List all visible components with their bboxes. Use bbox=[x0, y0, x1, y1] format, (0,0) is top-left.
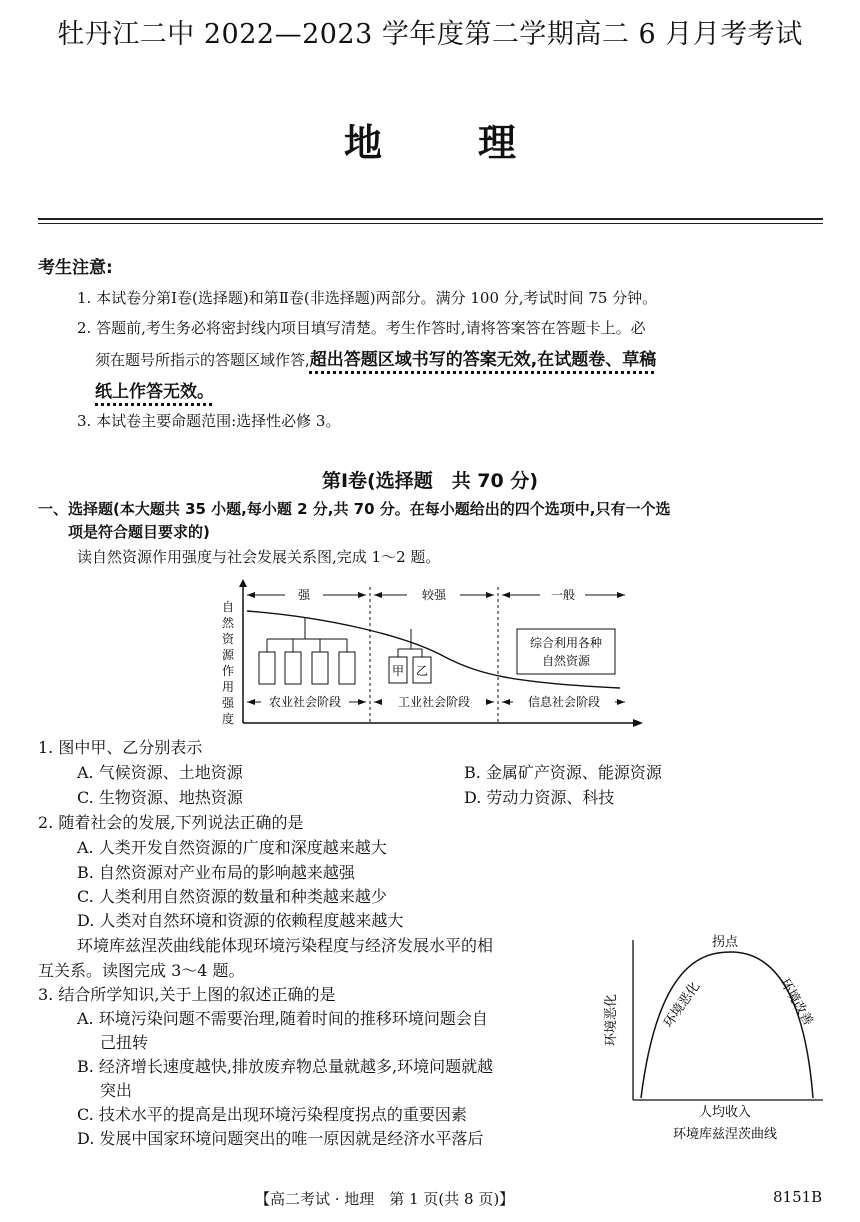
notice-item-1: 1. 本试卷分第Ⅰ卷(选择题)和第Ⅱ卷(非选择题)两部分。满分 100 分,考试时间 75 分钟。 bbox=[77, 289, 658, 307]
q3-intro-line2: 互关系。读图完成 3～4 题。 bbox=[38, 961, 245, 980]
ylabel-char: 强 bbox=[221, 696, 235, 710]
notice-item-3: 3. 本试卷主要命题范围:选择性必修 3。 bbox=[77, 412, 341, 430]
question-3-stem: 3. 结合所学知识,关于上图的叙述正确的是 bbox=[38, 985, 336, 1004]
q3-intro-line1: 环境库兹涅茨曲线能体现环境污染程度与经济发展水平的相 bbox=[77, 936, 494, 955]
stage-agriculture: 农业社会阶段 bbox=[268, 695, 342, 709]
kuznets-curve-figure bbox=[603, 932, 828, 1147]
figure-caption: 环境库兹涅茨曲线 bbox=[672, 1127, 778, 1142]
header-rule bbox=[38, 218, 823, 220]
q1-option-d: D. 劳动力资源、科技 bbox=[464, 788, 615, 807]
header-rule-thin bbox=[38, 223, 823, 224]
q2-option-a: A. 人类开发自然资源的广度和深度越来越大 bbox=[77, 838, 387, 857]
q2-option-b: B. 自然资源对产业布局的影响越来越强 bbox=[77, 863, 355, 882]
q1-option-c: C. 生物资源、地热资源 bbox=[77, 788, 243, 807]
ylabel-char: 然 bbox=[221, 616, 235, 630]
q3-option-a: A. 环境污染问题不需要治理,随着时间的推移环境问题会自 bbox=[77, 1009, 488, 1028]
q3-option-d: D. 发展中国家环境问题突出的唯一原因就是经济水平落后 bbox=[77, 1129, 484, 1148]
ylabel-char: 源 bbox=[221, 648, 235, 662]
label-stronger: 较强 bbox=[421, 588, 447, 602]
right-curve-label: 环境改善 bbox=[776, 975, 816, 1029]
q1-option-a: A. 气候资源、土地资源 bbox=[77, 763, 243, 782]
label-yi: 乙 bbox=[415, 664, 429, 678]
resource-box bbox=[312, 652, 328, 684]
y-axis-label: 环境恶化 bbox=[604, 993, 619, 1047]
figure1-ylabel bbox=[222, 600, 235, 726]
q1-option-b: B. 金属矿产资源、能源资源 bbox=[464, 763, 662, 782]
emphasis-text: 纸上作答无效。 bbox=[95, 382, 214, 402]
question-2-stem: 2. 随着社会的发展,下列说法正确的是 bbox=[38, 813, 304, 832]
left-curve-label: 环境恶化 bbox=[661, 979, 704, 1031]
notice-item-2-cont bbox=[95, 345, 656, 370]
label-general: 一般 bbox=[550, 588, 576, 602]
ylabel-char: 作 bbox=[221, 664, 235, 678]
stage-industrial: 工业社会阶段 bbox=[397, 695, 471, 709]
info-box-line1: 综合利用各种 bbox=[529, 636, 603, 650]
label-strong: 强 bbox=[297, 588, 311, 602]
ylabel-char: 度 bbox=[221, 712, 235, 726]
emphasis-text: 超出答题区域书写的答案无效,在试题卷、草稿 bbox=[309, 350, 657, 370]
instruction-line-2: 项是符合题目要求的) bbox=[68, 523, 210, 541]
section-heading: 第Ⅰ卷(选择题 共 70 分) bbox=[321, 470, 539, 492]
info-box-line2: 自然资源 bbox=[541, 654, 591, 668]
x-axis-label: 人均收入 bbox=[698, 1105, 752, 1120]
ylabel-char: 用 bbox=[221, 680, 235, 694]
instruction-line-1: 一、选择题(本大题共 35 小题,每小题 2 分,共 70 分。在每小题给出的四个选项中,只有一个选 bbox=[38, 500, 671, 518]
q3-option-c: C. 技术水平的提高是出现环境污染程度拐点的重要因素 bbox=[77, 1105, 467, 1124]
resource-box bbox=[339, 652, 355, 684]
notice-text: 须在题号所指示的答题区域作答, bbox=[95, 351, 310, 369]
subject-title: 地理 bbox=[343, 121, 612, 165]
q3-option-b: B. 经济增长速度越快,排放废弃物总量就越多,环境问题就越 bbox=[77, 1057, 494, 1076]
paper-code: 8151B bbox=[773, 1188, 823, 1206]
x-axis-arrow bbox=[633, 719, 643, 727]
stage-information: 信息社会阶段 bbox=[527, 695, 601, 709]
ylabel-char: 自 bbox=[221, 600, 235, 614]
y-axis-arrow bbox=[239, 579, 247, 587]
notice-item-2: 2. 答题前,考生务必将密封线内项目填写清楚。考生作答时,请将答案答在答题卡上。必 bbox=[77, 319, 646, 337]
q3-option-a-cont: 己扭转 bbox=[100, 1033, 149, 1052]
ylabel-char: 资 bbox=[221, 632, 235, 646]
page-footer: 【高二考试 · 地理 第 1 页(共 8 页)】 bbox=[255, 1190, 515, 1208]
question-1-stem: 1. 图中甲、乙分别表示 bbox=[38, 738, 203, 757]
resource-box bbox=[285, 652, 301, 684]
resource-intensity-figure bbox=[215, 577, 645, 727]
q3-option-b-cont: 突出 bbox=[100, 1081, 133, 1100]
q2-option-c: C. 人类利用自然资源的数量和种类越来越少 bbox=[77, 887, 387, 906]
resource-box bbox=[259, 652, 275, 684]
question-prompt: 读自然资源作用强度与社会发展关系图,完成 1～2 题。 bbox=[77, 548, 441, 566]
notice-heading: 考生注意: bbox=[38, 258, 113, 278]
label-jia: 甲 bbox=[391, 664, 405, 678]
exam-title: 牡丹江二中 2022—2023 学年度第二学期高二 6 月月考考试 bbox=[57, 19, 803, 50]
notice-item-2-end bbox=[95, 377, 214, 402]
turning-point-label: 拐点 bbox=[711, 935, 739, 950]
q2-option-d: D. 人类对自然环境和资源的依赖程度越来越大 bbox=[77, 911, 404, 930]
